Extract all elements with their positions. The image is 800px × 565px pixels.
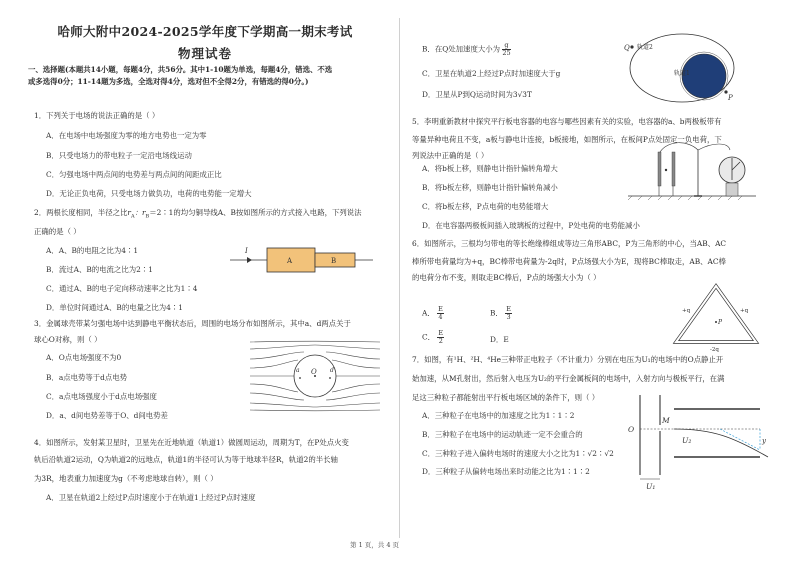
q2-ratio-sep: ：r xyxy=(134,208,146,217)
q4-stem2: 轨后沿轨道2运动，Q为轨道2的远地点，轨道1的半径可认为等于地球半径R，轨道2的半长轴 xyxy=(34,455,338,464)
exam-subtitle: 物理试卷 xyxy=(177,46,232,61)
q3-fig-center-o: O xyxy=(311,368,317,376)
q6-fig-charge-ac: +q xyxy=(740,308,749,314)
q4-fig-point-p: P xyxy=(728,94,733,102)
q2-stem xyxy=(34,207,362,222)
q3-stem: 3．金属球壳带某匀强电场中达到静电平衡状态后，周围的电场分布如图所示，其中a、d两点关于 xyxy=(34,319,351,328)
q6-option-b-numerator: E xyxy=(506,305,511,313)
q4-option-d: D．卫星从P到Q运动时间为3√3T xyxy=(422,90,532,99)
q7-fig-label-u2: U₂ xyxy=(682,436,692,445)
q3-option-b: B．a点电势等于d点电势 xyxy=(46,373,128,382)
q2-option-c: C．通过A、B的电子定向移动速率之比为1∶4 xyxy=(46,284,198,293)
q1-option-a: A．在电场中电场强度为零的地方电势也一定为零 xyxy=(46,131,207,140)
q6-stem2: 棒所带电荷量均为+q，BC棒带电荷量为-2q时，P点场强大小为E，现将BC棒取走，AB、AC棒 xyxy=(412,257,726,266)
q7-deflection-figure xyxy=(628,395,768,490)
page-footer: 第 1 页，共 4 页 xyxy=(350,541,400,549)
q5-fig-plate-a xyxy=(658,152,661,186)
q6-fig-charge-ab: +q xyxy=(682,308,691,314)
q3-field-figure xyxy=(250,340,380,412)
q6-option-c-label: C． xyxy=(422,332,436,342)
q4-option-b-denominator: 25 xyxy=(502,49,511,57)
section-instructions xyxy=(28,64,398,87)
q2-fig-label-a: A xyxy=(287,257,293,265)
q4-option-c: C．卫星在轨道2上经过P点时加速度大于g xyxy=(422,69,561,78)
q7-option-b: B．三种粒子在电场中的运动轨迹一定不会重合的 xyxy=(422,430,583,439)
q2-ratio-r: r xyxy=(127,208,131,217)
q2-ratio-sub-a: A xyxy=(130,213,135,220)
section-line-1: 一、选择题(本题共14小题，每题4分，共56分。其中1-10题为单选，每题4分，错选、不选 xyxy=(28,65,333,74)
q4-stem: 4．如图所示，发射某卫星时，卫星先在近地轨道（轨道1）做圆周运动，周期为T，在P处点火变 xyxy=(34,438,349,447)
q7-stem2: 始加速，从M孔射出，然后射入电压为U₂的平行金属板间的电场中，入射方向与极板平行，在满 xyxy=(412,374,725,383)
q7-fig-point-m: M xyxy=(662,416,670,425)
q2-option-d: D．单位时间通过A、B的电量之比为4∶1 xyxy=(46,303,183,312)
q2-stem-b: ＝2∶1的均匀铜导线A、B按如图所示的方式接入电路，下列说法 xyxy=(149,208,362,217)
q6-option-d: D．E xyxy=(490,335,509,344)
q5-stem3: 列说法中正确的是（ ） xyxy=(412,151,489,160)
q6-option-c-fraction xyxy=(437,330,444,345)
q5-electrometer-figure xyxy=(628,140,758,200)
q4-stem3: 为3R，地表重力加速度为g（不考虑地球自转），则（ ） xyxy=(34,474,218,483)
q6-fig-charge-bc: -2q xyxy=(710,347,719,353)
q4-fig-point-q: Q xyxy=(624,44,630,52)
q3-option-a: A．O点电场强度不为0 xyxy=(46,353,122,362)
q4-orbit-figure xyxy=(622,30,752,108)
q2-option-a: A．A、B的电阻之比为4∶1 xyxy=(46,246,139,255)
q1-option-c: C．匀强电场中两点间的电势差与两点间的间距成正比 xyxy=(46,170,222,179)
q2-fig-label-b: B xyxy=(331,257,337,265)
q3-stem2: 球心O对称，则（ ） xyxy=(34,335,102,344)
q1-option-d: D．无论正负电荷，只受电场力做负功，电荷的电势能一定增大 xyxy=(46,189,252,198)
q2-stem-a: 2．两根长度相同，半径之比 xyxy=(34,208,128,217)
q1-option-b: B．只受电场力的带电粒子一定沿电场线运动 xyxy=(46,151,192,160)
q5-stem: 5．李明重新教材中探究平行板电容器的电容与哪些因素有关的实验，电容器的a、b两极板带有 xyxy=(412,117,722,126)
q3-option-c: C．a点电场强度小于d点电场强度 xyxy=(46,392,157,401)
q5-option-a: A．将b板上移，则静电计指针偏转角增大 xyxy=(422,164,558,173)
q6-stem3: 的电荷分布不变，则取走BC棒后，P点的场强大小为（ ） xyxy=(412,273,601,282)
q6-option-a-label: A． xyxy=(422,308,435,318)
exam-title: 哈师大附中2024-2025学年度下学期高一期末考试 xyxy=(57,24,353,39)
q7-option-a: A．三种粒子在电场中的加速度之比为1∶1∶2 xyxy=(422,411,575,420)
q7-option-c: C．三种粒子进入偏转电场时的速度大小之比为1∶√2∶√2 xyxy=(422,449,614,458)
right-column xyxy=(400,0,800,565)
q6-option-a-numerator: E xyxy=(438,305,443,313)
q2-fig-current-label: I xyxy=(245,247,248,255)
q6-option-b xyxy=(490,306,512,321)
q6-option-c-denominator: 2 xyxy=(438,337,443,345)
q5-option-b: B．将b板左移，则静电计指针偏转角减小 xyxy=(422,183,558,192)
q3-fig-point-d: d xyxy=(330,367,334,374)
q6-option-b-label: B． xyxy=(490,308,503,318)
q6-fig-center-p: P xyxy=(718,319,723,326)
q5-option-d: D．在电容器两极板间插入玻璃板的过程中，P处电荷的电势能减小 xyxy=(422,221,640,230)
q3-fig-point-a: a xyxy=(296,367,300,374)
q7-option-d: D．三种粒子从偏转电场出来时动能之比为1∶1∶2 xyxy=(422,467,590,476)
q5-fig-plate-b xyxy=(672,152,675,186)
section-line-2: 或多选得0分；11-14题为多选，全选对得4分，选对但不全得2分，有错选的得0分。) xyxy=(28,76,309,86)
q3-option-d: D．a、d间电势差等于O、d间电势差 xyxy=(46,411,168,420)
q2-ratio-sub-b: B xyxy=(145,213,150,220)
q4-option-b-numerator: g xyxy=(502,42,510,50)
q5-stem2: 等量异种电荷且不变，a板与静电计连接，b板接地，如图所示，在板间P点处固定一负电荷，下 xyxy=(412,135,722,144)
q5-option-c: C．将b板左移，P点电荷的电势能增大 xyxy=(422,202,549,211)
q2-stem2: 正确的是（ ） xyxy=(34,227,81,236)
q1-stem: 1．下列关于电场的说法正确的是（ ） xyxy=(34,111,160,120)
q7-fig-point-o: O xyxy=(628,425,635,434)
q4-option-b xyxy=(422,42,511,57)
q6-option-b-fraction xyxy=(505,306,512,321)
q2-option-b: B．流过A、B的电流之比为2∶1 xyxy=(46,265,153,274)
q7-fig-label-u1: U₁ xyxy=(646,482,656,491)
q6-option-a xyxy=(422,306,444,321)
q7-fig-label-y: y xyxy=(762,437,766,445)
q6-stem: 6．如图所示，三根均匀带电的等长绝缘棒组成等边三角形ABC，P为三角形的中心，当AB、AC xyxy=(412,239,727,248)
q6-triangle-figure xyxy=(670,280,762,352)
q7-stem: 7．如图，有¹H、²H、⁴He三种带正电粒子（不计重力）分别在电压为U₁的电场中的O点静止开 xyxy=(412,355,724,364)
q6-option-a-denominator: 4 xyxy=(438,313,443,321)
q4-option-b-fraction xyxy=(502,42,510,57)
q6-option-c-numerator: E xyxy=(438,329,444,337)
q6-option-a-fraction xyxy=(437,306,444,321)
q4-fig-label-orbit-1: 轨道1 xyxy=(674,70,690,77)
q6-option-b-denominator: 3 xyxy=(506,313,511,321)
q6-option-c xyxy=(422,330,444,345)
q4-option-a: A．卫星在轨道2上经过P点时速度小于在轨道1上经过P点时速度 xyxy=(46,493,256,502)
q2-circuit-figure xyxy=(225,240,375,280)
q7-stem3: 足这三种粒子都能射出平行板电场区域的条件下，则（ ） xyxy=(412,393,600,402)
q4-fig-label-orbit-2: 轨道2 xyxy=(637,44,653,51)
q4-option-b-text: B．在Q处加速度大小为 xyxy=(422,44,501,54)
